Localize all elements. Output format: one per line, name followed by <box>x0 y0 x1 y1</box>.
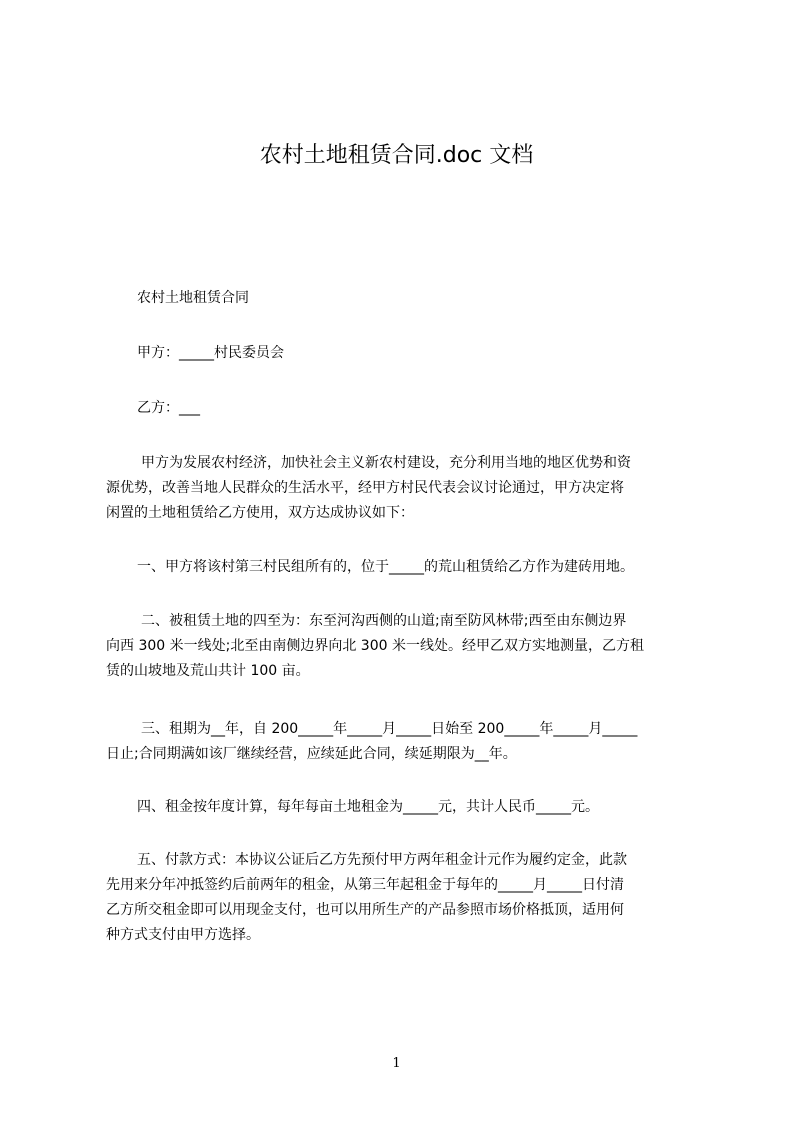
paragraph-line: 源优势，改善当地人民群众的生活水平，经甲方村民代表会议讨论通过，甲方决定将 <box>106 480 624 496</box>
paragraph-line: 五、付款方式：本协议公证后乙方先预付甲方两年租金计元作为履约定金，此款 <box>137 852 627 868</box>
contract-heading <box>106 286 696 311</box>
clause-4 <box>106 795 696 820</box>
paragraph-line: 向西 300 米一线处;北至由南侧边界向北 300 米一线处。经甲乙双方实地测量，乙方租 <box>106 638 644 654</box>
paragraph-line: 三、租期为__年，自 200_____年_____月_____日始至 200_____年_____月_____ <box>141 721 638 737</box>
party-b-text: 乙方：___ <box>137 400 200 416</box>
paragraph-line: 种方式支付由甲方选择。 <box>106 927 260 943</box>
party-a <box>106 341 696 366</box>
paragraph-line: 日止;合同期满如该厂继续经营，应续延此合同，续延期限为__年。 <box>106 746 517 762</box>
party-a-text: 甲方：_____村民委员会 <box>137 345 284 361</box>
paragraph-line: 闲置的土地租赁给乙方使用，双方达成协议如下： <box>106 505 414 521</box>
party-b <box>106 396 696 421</box>
intro-paragraph <box>106 451 696 526</box>
clause-1 <box>106 555 696 580</box>
paragraph-line: 一、甲方将该村第三村民组所有的，位于_____的荒山租赁给乙方作为建砖用地。 <box>137 559 634 575</box>
paragraph-line: 四、租金按年度计算，每年每亩土地租金为_____元，共计人民币_____元。 <box>137 799 599 815</box>
clause-2 <box>106 609 696 684</box>
paragraph-line: 先用来分年冲抵签约后前两年的租金，从第三年起租金于每年的_____月_____日付清 <box>106 877 624 893</box>
clause-3 <box>106 717 696 767</box>
paragraph-line: 乙方所交租金即可以用现金支付，也可以用所生产的产品参照市场价格抵顶，适用何 <box>106 902 624 918</box>
contract-heading-text: 农村土地租赁合同 <box>137 290 249 306</box>
paragraph-line: 二、被租赁土地的四至为：东至河沟西侧的山道;南至防风林带;西至由东侧边界 <box>141 613 627 629</box>
document-title: 农村土地租赁合同.doc 文档 <box>259 143 534 168</box>
paragraph-line: 赁的山坡地及荒山共计 100 亩。 <box>106 663 310 679</box>
clause-5 <box>106 848 696 948</box>
paragraph-line: 甲方为发展农村经济，加快社会主义新农村建设，充分利用当地的地区优势和资 <box>141 455 631 471</box>
page-number: 1 <box>392 1056 401 1071</box>
